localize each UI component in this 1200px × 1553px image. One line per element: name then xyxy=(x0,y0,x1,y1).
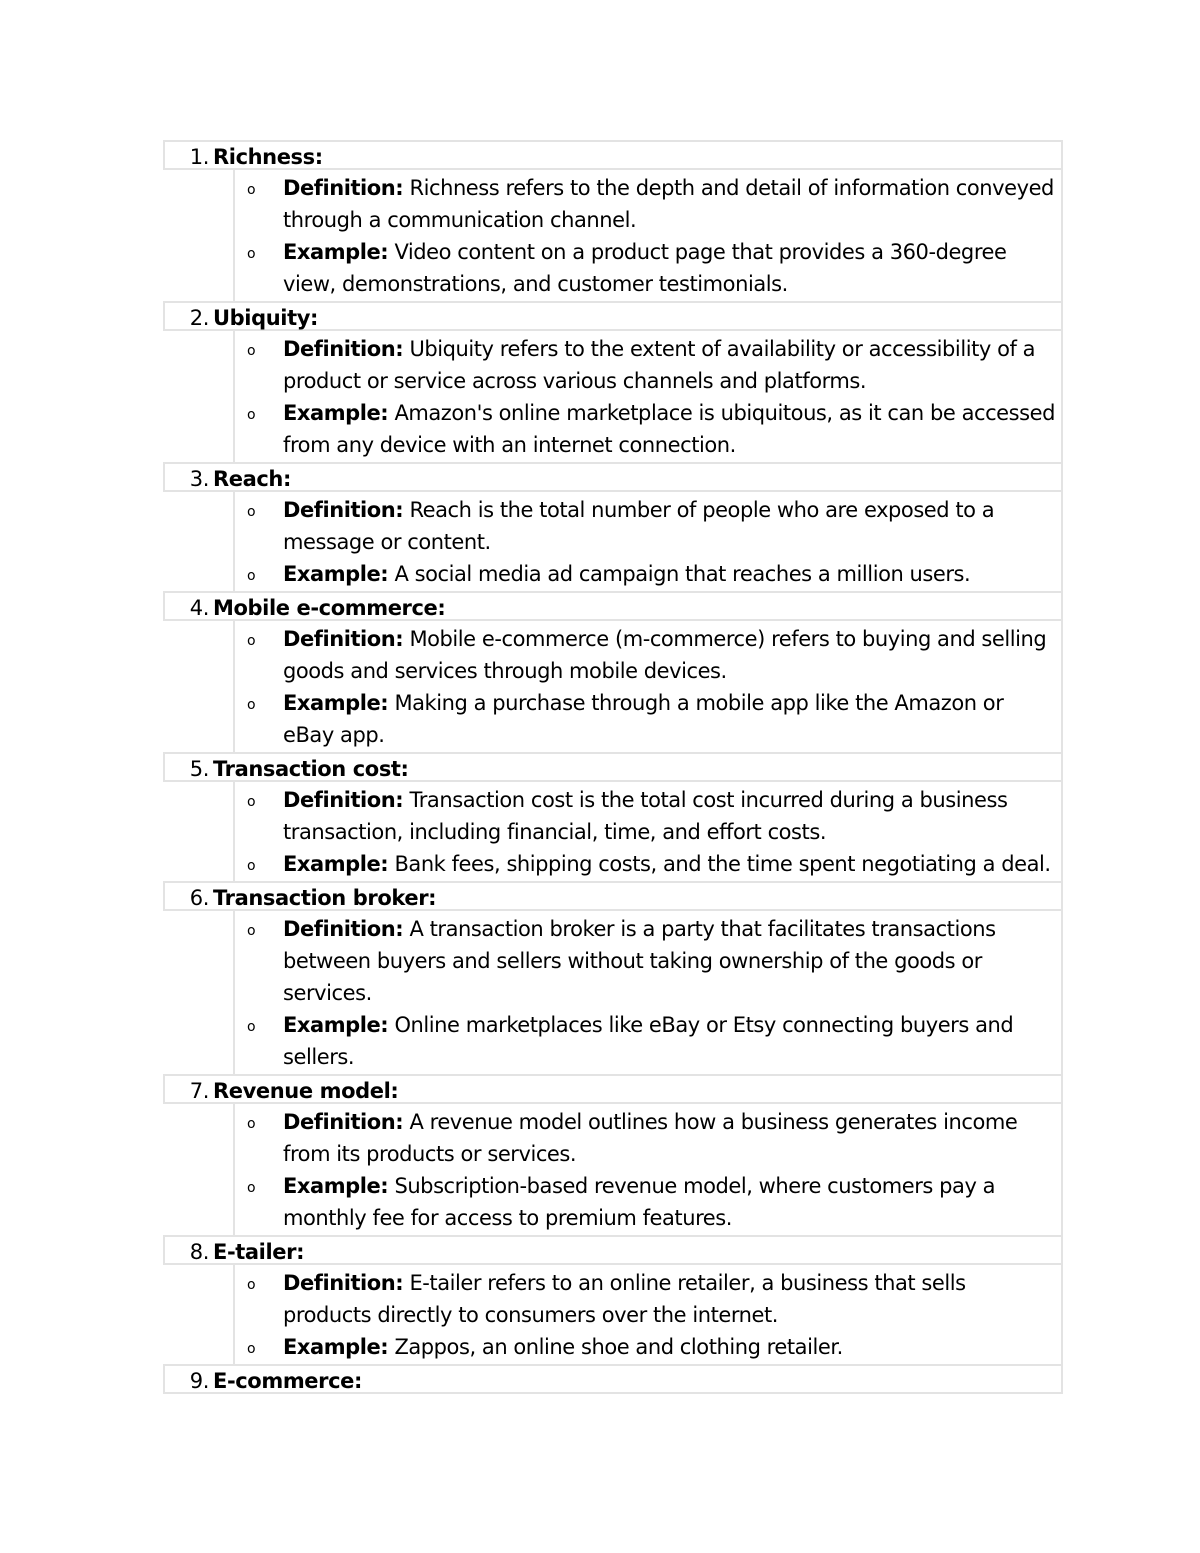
example-bullet xyxy=(235,1170,1055,1234)
term-heading xyxy=(163,1364,1063,1394)
bullet-label: Example: xyxy=(283,1013,389,1037)
term-title: Transaction broker: xyxy=(213,886,437,910)
term-ubiquity xyxy=(163,301,1063,464)
bullet-text: E-tailer refers to an online retailer, a business that sells products directly to consumers over the internet. xyxy=(283,1271,966,1327)
bullet-circle-icon: o xyxy=(247,407,256,423)
bullet-text: Zappos, an online shoe and clothing retailer. xyxy=(388,1335,843,1359)
bullet-label: Definition: xyxy=(283,1110,404,1134)
definition-bullet xyxy=(235,172,1055,236)
term-bullets xyxy=(233,1104,1063,1237)
example-bullet xyxy=(235,1009,1055,1073)
term-title: Mobile e-commerce: xyxy=(213,596,446,620)
term-number: 3. xyxy=(189,467,209,491)
bullet-circle-icon: o xyxy=(247,504,256,520)
bullet-label: Example: xyxy=(283,401,389,425)
term-heading xyxy=(163,462,1063,492)
term-mobile-e-commerce xyxy=(163,591,1063,754)
bullet-label: Definition: xyxy=(283,176,404,200)
term-heading xyxy=(163,1074,1063,1104)
term-title: E-tailer: xyxy=(213,1240,305,1264)
bullet-label: Example: xyxy=(283,1174,389,1198)
term-transaction-cost xyxy=(163,752,1063,883)
bullet-circle-icon: o xyxy=(247,568,256,584)
term-heading xyxy=(163,1235,1063,1265)
bullet-label: Example: xyxy=(283,852,389,876)
example-bullet xyxy=(235,1331,1055,1363)
bullet-circle-icon: o xyxy=(247,1180,256,1196)
bullet-text: Mobile e-commerce (m-commerce) refers to buying and selling goods and services through mobile devices. xyxy=(283,627,1047,683)
definition-bullet xyxy=(235,623,1055,687)
term-title: Richness: xyxy=(213,145,323,169)
bullet-text: A revenue model outlines how a business generates income from its products or services. xyxy=(283,1110,1018,1166)
term-e-commerce xyxy=(163,1364,1063,1394)
term-heading xyxy=(163,881,1063,911)
term-heading xyxy=(163,301,1063,331)
example-bullet xyxy=(235,397,1055,461)
bullet-text: Online marketplaces like eBay or Etsy connecting buyers and sellers. xyxy=(283,1013,1014,1069)
bullet-label: Definition: xyxy=(283,1271,404,1295)
term-number: 5. xyxy=(189,757,209,781)
bullet-circle-icon: o xyxy=(247,794,256,810)
bullet-circle-icon: o xyxy=(247,858,256,874)
bullet-circle-icon: o xyxy=(247,1019,256,1035)
glossary-document xyxy=(163,142,1063,1394)
term-heading xyxy=(163,591,1063,621)
bullet-text: A transaction broker is a party that facilitates transactions between buyers and sellers without taking ownership of the goods or services. xyxy=(283,917,996,1005)
example-bullet xyxy=(235,848,1055,880)
definition-bullet xyxy=(235,784,1055,848)
example-bullet xyxy=(235,687,1055,751)
term-bullets xyxy=(233,492,1063,593)
term-number: 6. xyxy=(189,886,209,910)
term-bullets xyxy=(233,331,1063,464)
bullet-label: Definition: xyxy=(283,337,404,361)
bullet-label: Definition: xyxy=(283,498,404,522)
term-e-tailer xyxy=(163,1235,1063,1366)
definition-bullet xyxy=(235,333,1055,397)
term-heading xyxy=(163,140,1063,170)
term-richness xyxy=(163,140,1063,303)
bullet-label: Definition: xyxy=(283,627,404,651)
term-bullets xyxy=(233,170,1063,303)
term-bullets xyxy=(233,621,1063,754)
definition-bullet xyxy=(235,1106,1055,1170)
example-bullet xyxy=(235,558,1055,590)
term-title: Revenue model: xyxy=(213,1079,399,1103)
bullet-circle-icon: o xyxy=(247,633,256,649)
term-revenue-model xyxy=(163,1074,1063,1237)
bullet-text: Video content on a product page that provides a 360-degree view, demonstrations, and customer testimonials. xyxy=(283,240,1007,296)
term-number: 8. xyxy=(189,1240,209,1264)
bullet-text: Subscription-based revenue model, where customers pay a monthly fee for access to premium features. xyxy=(283,1174,996,1230)
bullet-text: Richness refers to the depth and detail of information conveyed through a communication channel. xyxy=(283,176,1054,232)
definition-bullet xyxy=(235,1267,1055,1331)
bullet-text: Making a purchase through a mobile app like the Amazon or eBay app. xyxy=(283,691,1004,747)
bullet-label: Definition: xyxy=(283,917,404,941)
term-number: 1. xyxy=(189,145,209,169)
term-title: E-commerce: xyxy=(213,1369,362,1393)
bullet-circle-icon: o xyxy=(247,343,256,359)
term-transaction-broker xyxy=(163,881,1063,1076)
bullet-circle-icon: o xyxy=(247,1341,256,1357)
term-bullets xyxy=(233,782,1063,883)
bullet-label: Example: xyxy=(283,691,389,715)
bullet-circle-icon: o xyxy=(247,1116,256,1132)
bullet-text: Transaction cost is the total cost incurred during a business transaction, including financial, time, and effort costs. xyxy=(283,788,1008,844)
bullet-circle-icon: o xyxy=(247,246,256,262)
definition-bullet xyxy=(235,494,1055,558)
bullet-label: Definition: xyxy=(283,788,404,812)
bullet-label: Example: xyxy=(283,240,389,264)
bullet-label: Example: xyxy=(283,562,389,586)
bullet-text: Reach is the total number of people who are exposed to a message or content. xyxy=(283,498,995,554)
bullet-text: Bank fees, shipping costs, and the time spent negotiating a deal. xyxy=(388,852,1051,876)
bullet-text: Ubiquity refers to the extent of availability or accessibility of a product or service across various channels and platforms. xyxy=(283,337,1036,393)
bullet-circle-icon: o xyxy=(247,923,256,939)
bullet-circle-icon: o xyxy=(247,182,256,198)
term-number: 7. xyxy=(189,1079,209,1103)
bullet-text: A social media ad campaign that reaches a million users. xyxy=(388,562,971,586)
bullet-label: Example: xyxy=(283,1335,389,1359)
bullet-text: Amazon's online marketplace is ubiquitous, as it can be accessed from any device with an internet connection. xyxy=(283,401,1055,457)
term-number: 9. xyxy=(189,1369,209,1393)
term-number: 2. xyxy=(189,306,209,330)
bullet-circle-icon: o xyxy=(247,1277,256,1293)
term-bullets xyxy=(233,1265,1063,1366)
term-title: Reach: xyxy=(213,467,291,491)
definition-bullet xyxy=(235,913,1055,1009)
term-number: 4. xyxy=(189,596,209,620)
bullet-circle-icon: o xyxy=(247,697,256,713)
example-bullet xyxy=(235,236,1055,300)
term-title: Ubiquity: xyxy=(213,306,318,330)
term-heading xyxy=(163,752,1063,782)
term-title: Transaction cost: xyxy=(213,757,409,781)
term-reach xyxy=(163,462,1063,593)
term-bullets xyxy=(233,911,1063,1076)
